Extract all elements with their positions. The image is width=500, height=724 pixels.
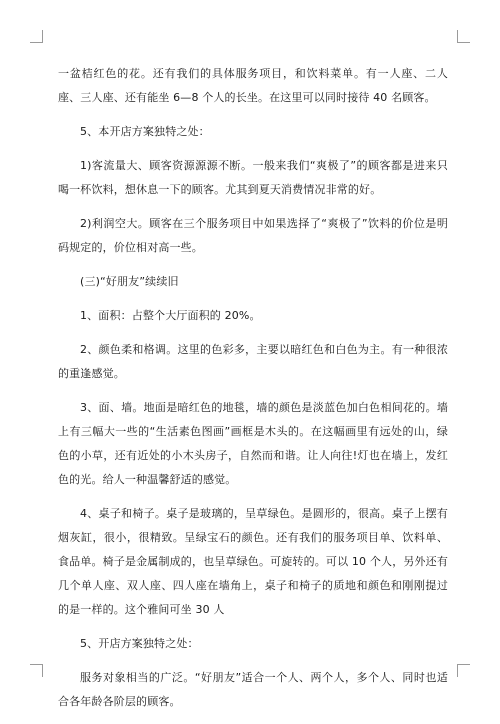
paragraph-heading-unique-points: 5、本开店方案独特之处： <box>80 125 210 138</box>
crop-mark-top-right <box>457 30 470 43</box>
paragraph-area: 1、面积：占整个大厅面积的 20%。 <box>80 309 261 322</box>
paragraph-point-1: 1)客流量大、顾客资源源源不断。一般来我们“爽极了”的顾客都是进来只喝一杯饮料，想休息一下的顾客。尤其到夏天消费情况非常的好。 <box>58 159 448 196</box>
crop-mark-top-left <box>30 30 43 43</box>
crop-mark-bottom-left <box>30 664 43 677</box>
paragraph-color: 2、颜色柔和格调。这里的色彩多，主要以暗红色和白色为主。有一种很浓的重逢感觉。 <box>58 343 448 380</box>
paragraph-tables-chairs: 4、桌子和椅子。桌子是玻璃的，呈草绿色。是圆形的，很高。桌子上摆有烟灰缸，很小，很精致。呈绿宝石的颜色。还有我们的服务项目单、饮料单、食品单。椅子是金属制成的，也呈草绿色。可旋转的。可以 10 个人，另外还有几个单人座、双人座、四人座在墙角上，桌子和椅子的质地和颜色和刚刚提过的是一样的。这个雅间可坐 30 人 <box>58 507 448 616</box>
paragraph-point-2: 2)利润空大。顾客在三个服务项目中如果选择了“爽极了”饮料的价位是明码规定的，价位相对高一些。 <box>58 217 448 254</box>
paragraph-section-heading: (三)“好朋友”续续旧 <box>80 275 179 288</box>
paragraph-service-scope: 服务对象相当的广泛。“好朋友”适合一个人、两个人，多个人、同时也适合各年龄各阶层的顾客。 <box>58 671 448 708</box>
paragraph-floor-wall: 3、面、墙。地面是暗红色的地毯，墙的颜色是淡蓝色加白色相间花的。墙上有三幅大一些的“生活素色图画”画框是木头的。在这幅画里有远处的山，绿色的小草，还有近处的小木头房子，自然而和谐。让人向往!灯也在墙上，发红色的光。给人一种温馨舒适的感觉。 <box>58 401 448 486</box>
crop-mark-bottom-right <box>457 664 470 677</box>
paragraph-heading-unique-points-2: 5、开店方案独特之处： <box>80 637 199 650</box>
paragraph-intro-continuation: 一盆桔红色的花。还有我们的具体服务项目，和饮料菜单。有一人座、二人座、三人座、还有能坐 6—8 个人的长坐。在这里可以同时接待 40 名顾客。 <box>58 67 448 104</box>
document-body <box>58 62 448 724</box>
